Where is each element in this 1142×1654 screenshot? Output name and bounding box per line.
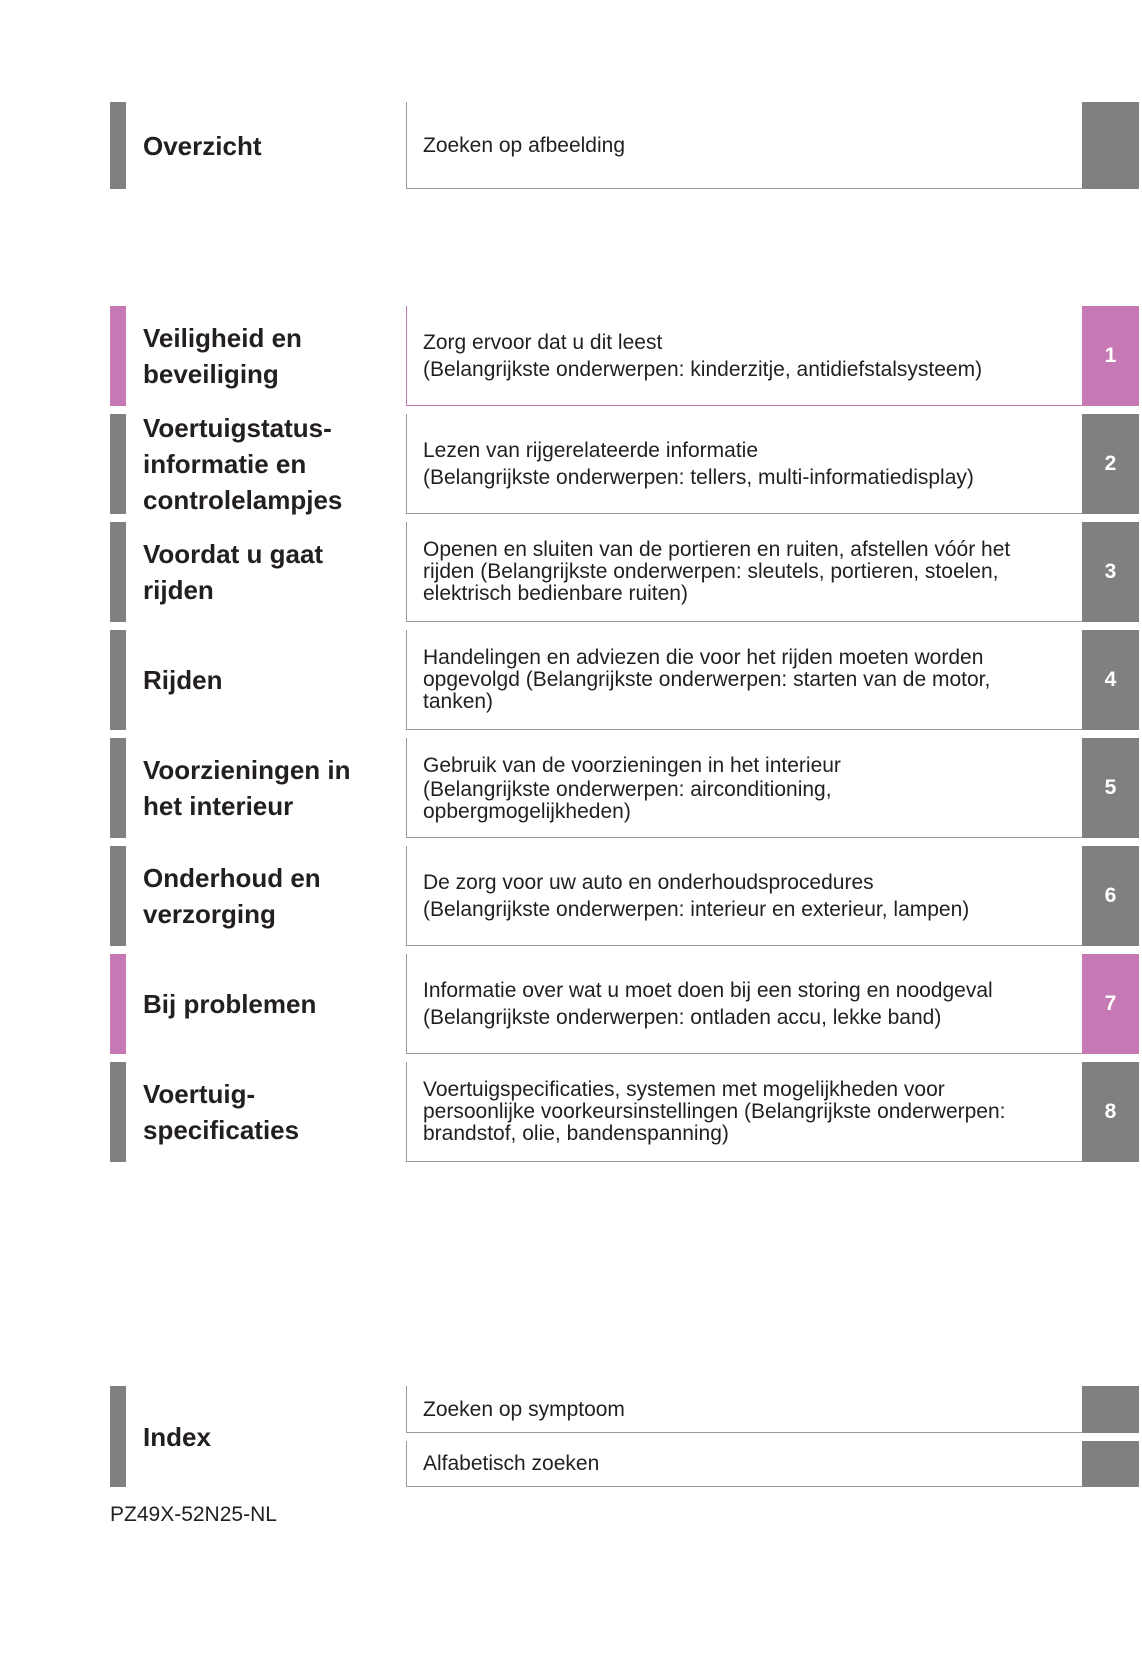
chapter-row-6 bbox=[0, 846, 1142, 946]
chapter-tab-8[interactable]: 8 bbox=[1082, 1062, 1139, 1162]
chapter-desc-line: Voertuigspecificaties, systemen met mogelijkheden voor bbox=[423, 1077, 945, 1101]
overview-desc: Zoeken op afbeelding bbox=[423, 133, 625, 157]
chapter-row-8 bbox=[0, 1062, 1142, 1162]
index-alphabetical-link[interactable] bbox=[406, 1441, 1082, 1487]
document-code: PZ49X-52N25-NL bbox=[110, 1503, 277, 1526]
chapter-row-2 bbox=[0, 414, 1142, 514]
chapter-link-7[interactable] bbox=[406, 954, 1082, 1054]
chapter-row-5 bbox=[0, 738, 1142, 838]
chapter-desc-line: persoonlijke voorkeursinstellingen (Belangrijkste onderwerpen: bbox=[423, 1099, 1006, 1123]
chapter-title: Bij problemen bbox=[143, 989, 317, 1019]
chapter-tab-4[interactable]: 4 bbox=[1082, 630, 1139, 730]
chapter-marker bbox=[110, 306, 126, 406]
chapter-desc-line: rijden (Belangrijkste onderwerpen: sleutels, portieren, stoelen, bbox=[423, 559, 999, 583]
chapter-link-6[interactable] bbox=[406, 846, 1082, 946]
chapter-row-3 bbox=[0, 522, 1142, 622]
chapter-marker bbox=[110, 738, 126, 838]
chapter-marker bbox=[110, 414, 126, 514]
chapter-link-2[interactable] bbox=[406, 414, 1082, 514]
chapter-desc-line: (Belangrijkste onderwerpen: tellers, multi-informatiedisplay) bbox=[423, 465, 974, 489]
chapter-row-4 bbox=[0, 630, 1142, 730]
index-item-row bbox=[0, 1386, 1142, 1433]
index-symptom-tab[interactable] bbox=[1082, 1386, 1139, 1433]
chapter-desc-line: tanken) bbox=[423, 689, 494, 713]
chapter-link-3[interactable] bbox=[406, 522, 1082, 622]
chapter-desc-line: opgevolgd (Belangrijkste onderwerpen: starten van de motor, bbox=[423, 667, 991, 691]
chapter-desc-line: elektrisch bedienbare ruiten) bbox=[423, 581, 688, 605]
chapter-tab-5[interactable]: 5 bbox=[1082, 738, 1139, 838]
chapter-title: Onderhoud en verzorging bbox=[143, 863, 321, 929]
chapter-desc-line: (Belangrijkste onderwerpen: interieur en exterieur, lampen) bbox=[423, 897, 970, 921]
chapter-tab-6[interactable]: 6 bbox=[1082, 846, 1139, 946]
index-item-label: Alfabetisch zoeken bbox=[423, 1452, 600, 1475]
index-title: Index bbox=[143, 1421, 211, 1452]
overview-row bbox=[0, 102, 1142, 189]
chapter-desc-line: Openen en sluiten van de portieren en ruiten, afstellen vóór het bbox=[423, 537, 1011, 561]
chapter-marker bbox=[110, 846, 126, 946]
chapter-link-8[interactable] bbox=[406, 1062, 1082, 1162]
section-marker bbox=[110, 102, 126, 189]
chapter-desc-line: Informatie over wat u moet doen bij een storing en noodgeval bbox=[423, 978, 993, 1002]
chapter-desc-line: Handelingen en adviezen die voor het rijden moeten worden bbox=[423, 645, 984, 669]
chapter-desc-line: Gebruik van de voorzieningen in het interieur bbox=[423, 754, 841, 777]
chapter-title: Voertuigstatus- informatie en controlelampjes bbox=[143, 413, 343, 515]
chapter-desc-line: (Belangrijkste onderwerpen: ontladen accu, lekke band) bbox=[423, 1005, 942, 1029]
chapter-row-7 bbox=[0, 954, 1142, 1054]
chapter-title: Rijden bbox=[143, 665, 223, 695]
chapter-row-1 bbox=[0, 306, 1142, 406]
chapter-marker bbox=[110, 522, 126, 622]
index-symptom-link[interactable] bbox=[406, 1386, 1082, 1433]
chapter-link-1[interactable] bbox=[406, 306, 1082, 406]
chapter-tab-2[interactable]: 2 bbox=[1082, 414, 1139, 514]
chapter-title: Veiligheid en beveiliging bbox=[143, 323, 302, 389]
overview-tab[interactable] bbox=[1082, 102, 1139, 189]
chapter-marker bbox=[110, 1062, 126, 1162]
chapter-desc-line: De zorg voor uw auto en onderhoudsprocedures bbox=[423, 870, 874, 894]
index-item-label: Zoeken op symptoom bbox=[423, 1397, 625, 1421]
chapter-marker bbox=[110, 954, 126, 1054]
overview-title: Overzicht bbox=[143, 130, 262, 161]
chapter-desc-line: (Belangrijkste onderwerpen: kinderzitje, antidiefstalsysteem) bbox=[423, 357, 983, 381]
index-item-row bbox=[0, 1441, 1142, 1487]
chapter-desc-line: Zorg ervoor dat u dit leest bbox=[423, 330, 663, 354]
chapter-tab-7[interactable]: 7 bbox=[1082, 954, 1139, 1054]
chapter-title: Voordat u gaat rijden bbox=[143, 539, 324, 605]
chapter-desc-line: brandstof, olie, bandenspanning) bbox=[423, 1121, 729, 1145]
chapter-title: Voertuig- specificaties bbox=[143, 1079, 300, 1145]
chapter-desc-line: Lezen van rijgerelateerde informatie bbox=[423, 438, 759, 462]
chapter-tab-1[interactable]: 1 bbox=[1082, 306, 1139, 406]
index-alphabetical-tab[interactable] bbox=[1082, 1441, 1139, 1487]
chapter-link-4[interactable] bbox=[406, 630, 1082, 730]
chapter-marker bbox=[110, 630, 126, 730]
chapter-tab-3[interactable]: 3 bbox=[1082, 522, 1139, 622]
chapter-desc-line: opbergmogelijkheden) bbox=[423, 800, 631, 823]
chapter-link-5[interactable] bbox=[406, 738, 1082, 838]
chapter-desc-line: (Belangrijkste onderwerpen: airconditioning, bbox=[423, 778, 832, 801]
overview-link[interactable] bbox=[406, 102, 1082, 189]
chapter-title: Voorzieningen in het interieur bbox=[143, 755, 351, 821]
